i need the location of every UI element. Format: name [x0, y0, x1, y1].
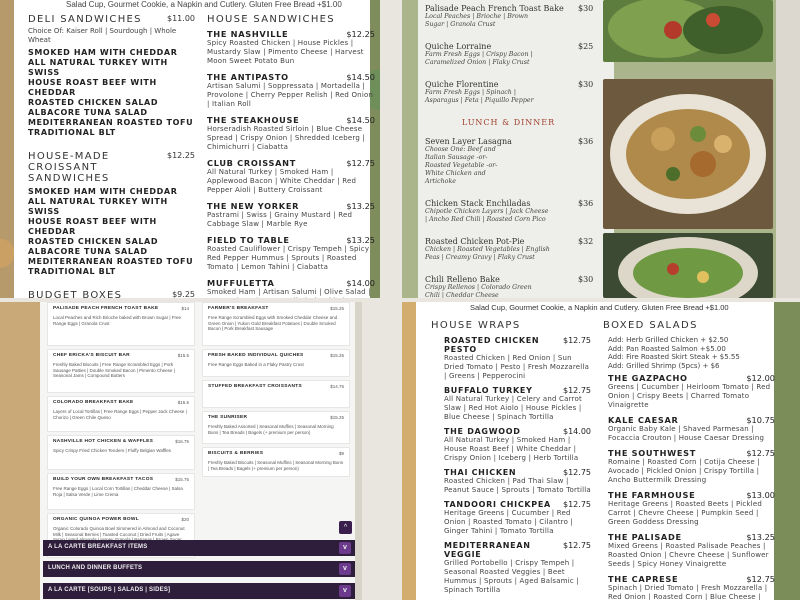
dish-price: $13.25	[346, 201, 375, 211]
chevron-down-icon[interactable]: v	[339, 563, 351, 575]
menu-top-note: Salad Cup, Gourmet Cookie, a Napkin and Cutlery. Gluten Free Bread +$1.00	[66, 0, 342, 9]
dish-price: $25	[578, 42, 594, 51]
menu-dish	[431, 541, 591, 595]
list-item: MEDITERRANEAN ROASTED TOFU	[28, 257, 194, 266]
menu-dish	[425, 42, 592, 67]
list-item: ROASTED CHICKEN SALAD	[28, 98, 159, 107]
dish-name: THE FARMHOUSE	[608, 490, 696, 500]
dish-description: Organic Baby Kale | Shaved Parmesan | Focaccia Crouton | House Caesar Dressing	[608, 425, 765, 442]
dish-description: Heritage Greens | Cucumber | Red Onion | Roasted Tomato | Cilantro | Ginger Tahini | Tomato Tortilla	[444, 509, 574, 535]
dish-description: Chipotle Chicken Layers | Jack Cheese | Ancho Red Chili | Roasted Corn Pico	[425, 208, 549, 223]
list-item: TRADITIONAL BLT	[28, 267, 116, 276]
card-title: ORGANIC QUINOA POWER BOWL	[53, 517, 139, 522]
page-sidebar	[776, 0, 800, 298]
dish-price: $14.00	[563, 427, 591, 436]
dish-price: $30	[578, 275, 594, 284]
dish-name: THE ANTIPASTO	[207, 72, 289, 82]
salads-column	[603, 320, 775, 600]
dish-description: Spinach | Dried Tomato | Fresh Mozzarella | Red Onion | Roasted Corn | Blue Cheese |	[608, 584, 768, 600]
section-title: BUDGET BOXES	[28, 290, 123, 298]
menu-dish	[425, 4, 592, 29]
card-description: Local Peaches and Rich Brioche baked with Brown Sugar | Free Range Eggs | Granola Crust	[53, 315, 181, 326]
menu-dish	[603, 490, 775, 527]
dish-name: CLUB CROISSANT	[207, 158, 296, 168]
card-price: $15.5	[177, 353, 189, 358]
card-title: STUFFED BREAKFAST CROISSANTS	[208, 384, 302, 389]
chevron-down-icon[interactable]: v	[339, 585, 351, 597]
dish-price: $14.50	[346, 72, 375, 82]
dish-price: $13.25	[746, 532, 775, 542]
dish-description: Roasted Cauliflower | Crispy Tempeh | Spicy Red Pepper Hummus | Sprouts | Roasted Tomato | Lemon Tahini | Ciabatta	[207, 245, 370, 271]
section-title: HOUSE SANDWICHES	[207, 14, 335, 25]
card-price: $15.25	[330, 306, 344, 311]
menu-panel-sandwiches	[0, 0, 380, 298]
dish-name: ROASTED CHICKEN PESTO	[444, 336, 540, 354]
card-price: $15.5	[177, 400, 189, 405]
card-title: THE SUNRISER	[208, 415, 248, 420]
dish-description: Roasted Chicken | Red Onion | Sun Dried Tomato | Pesto | Fresh Mozzarella | Greens | Pepperocini	[444, 354, 590, 380]
food-photo	[603, 233, 773, 298]
dish-name: FIELD TO TABLE	[207, 235, 290, 245]
card-price: $20	[181, 517, 189, 522]
dish-name: MUFFULETTA	[207, 278, 275, 288]
scroll-to-top-button[interactable]: ^	[339, 521, 352, 534]
dish-name: TANDOORI CHICKPEA	[444, 500, 551, 509]
dish-name: MEDITERRANEAN VEGGIE	[444, 541, 531, 559]
menu-dish	[207, 29, 375, 66]
dish-description: Choose One: Beef and Italian Sausage -or- Roasted Vegetable -or- White Chicken and Artichoke	[425, 146, 498, 185]
menu-dish	[425, 137, 592, 186]
menu-card[interactable]	[47, 349, 195, 393]
section-title: LUNCH & DINNER	[461, 118, 556, 127]
section-title: HOUSE-MADE CROISSANT SANDWICHES	[28, 151, 110, 184]
dish-description: Chicken | Roasted Vegetables | English Peas | Creamy Gravy | Flaky Crust	[425, 246, 550, 261]
menu-dish	[603, 574, 775, 600]
food-photo	[603, 0, 773, 62]
card-title: BUILD YOUR OWN BREAKFAST TACOS	[53, 477, 154, 482]
menu-dish	[431, 468, 591, 495]
dish-description: Artisan Salumi | Soppressata | Mortadella | Provolone | Cherry Pepper Relish | Red Onion | Italian Roll	[207, 82, 374, 108]
section-title: HOUSE WRAPS	[431, 320, 521, 331]
menu-dish	[431, 427, 591, 463]
card-title: FARMER'S BREAKFAST	[208, 306, 269, 311]
card-price: $15.75	[175, 477, 189, 482]
menu-dish	[425, 199, 592, 224]
dish-name: THAI CHICKEN	[444, 468, 517, 477]
menu-dish	[425, 80, 592, 105]
menu-card[interactable]	[202, 349, 350, 377]
dish-description: Crispy Rellenos | Colorado Green Chili | Cheddar Cheese	[425, 284, 532, 298]
list-item: ALBACORE TUNA SALAD	[28, 108, 148, 117]
card-description: Freshly Baked Biscuits | Free Range Scrambled Eggs | Pork Sausage Patties | Double Smoked Bacon | Pimento Cheese | Seasonal Jams | Compound Butters	[53, 362, 175, 378]
list-item: ALL NATURAL TURKEY WITH SWISS	[28, 58, 168, 77]
section-price: $12.25	[167, 151, 195, 160]
section-price: $9.25	[172, 290, 195, 298]
dish-price: $12.75	[746, 574, 775, 584]
menu-dish	[603, 532, 775, 569]
dish-price: $32	[578, 237, 594, 246]
list-item: ALL NATURAL TURKEY WITH SWISS	[28, 197, 168, 216]
card-price: $9	[338, 451, 344, 456]
menu-card[interactable]	[202, 411, 350, 444]
dish-description: Farm Fresh Eggs | Crispy Bacon | Caramelized Onion | Flaky Crust	[425, 51, 533, 66]
dish-price: $12.25	[346, 29, 375, 39]
dish-description: Spicy Roasted Chicken | House Pickles | Mustardy Slaw | Pimento Cheese | Harvest Moon Sweet Potato Bun	[207, 39, 364, 65]
accordion-label: A LA CARTE BREAKFAST ITEMS	[48, 544, 148, 550]
dish-price: $12.75	[563, 386, 591, 395]
menu-card[interactable]	[47, 473, 195, 510]
dish-name: THE CAPRESE	[608, 574, 679, 584]
menu-card[interactable]	[202, 447, 350, 477]
card-title: PALISADE PEACH FRENCH TOAST BAKE	[53, 306, 159, 311]
dish-price: $12.00	[746, 373, 775, 383]
card-description: Organic Colorado Quinoa Bowl Simmered in Almond and Coconut Milk | Seasonal Berries | Toasted Coconut | Dried Fruits | Agave	[53, 526, 185, 537]
dish-description: Local Peaches | Brioche | Brown Sugar | Granola Crust	[425, 13, 529, 28]
add-on-line: Add: Fire Roasted Skirt Steak + $5.55	[608, 353, 740, 361]
dish-description: Smoked Ham | Artisan Salumi | Olive Salad |	[207, 288, 371, 296]
menu-dish	[207, 158, 375, 195]
dish-price: $12.75	[563, 468, 591, 477]
dish-description: Roasted Chicken | Pad Thai Slaw | Peanut Sauce | Sprouts | Tomato Tortilla	[444, 477, 591, 494]
card-title: BISCUITS & BERRIES	[208, 451, 264, 456]
menu-dish	[207, 235, 375, 272]
dish-description: Romaine | Roasted Corn | Cotija Cheese | Avocado | Pickled Onion | Crispy Tortilla | Ancho Buttermilk Dressing	[608, 458, 760, 484]
dish-name: Quiche Lorraine	[425, 42, 492, 51]
dish-description: Mixed Greens | Roasted Palisade Peaches | Roasted Onion | Chevre Cheese | Sunflower Seeds | Spicy Honey Vinaigrette	[608, 542, 769, 568]
dish-name: Roasted Chicken Pot-Pie	[425, 237, 525, 246]
menu-dish	[207, 278, 375, 298]
dish-description: Horseradish Roasted Sirloin | Blue Cheese Spread | Crispy Onion | Shredded Iceberg | Chimichurri | Ciabatta	[207, 125, 365, 151]
dish-price: $13.00	[746, 490, 775, 500]
budget-section	[28, 290, 195, 298]
dish-price: $13.25	[346, 235, 375, 245]
dish-price: $12.75	[563, 500, 591, 509]
dish-description: Pastrami | Swiss | Grainy Mustard | Red Cabbage Slaw | Marble Rye	[207, 211, 353, 228]
dish-price: $14.50	[346, 115, 375, 125]
dish-name: THE DAGWOOD	[444, 427, 521, 436]
menu-card[interactable]	[202, 302, 350, 346]
menu-dish	[431, 336, 591, 381]
card-description: Spicy Crispy Fried Chicken Tenders | Fluffy Belgian Waffles	[53, 448, 172, 453]
card-description: Free Range Eggs Baked in a Flaky Pastry Crust	[208, 362, 304, 367]
dish-name: THE NASHVILLE	[207, 29, 289, 39]
dish-name: Chili Relleno Bake	[425, 275, 500, 284]
dish-name: THE SOUTHWEST	[608, 448, 697, 458]
accordion-lunch-dinner[interactable]	[43, 561, 355, 577]
dish-description: All Natural Turkey | Smoked Ham | Applewood Bacon | White Cheddar | Red Pepper Aioli | Buttery Croissant	[207, 168, 357, 194]
card-price: $15.25	[330, 415, 344, 420]
menu-dish	[431, 386, 591, 422]
food-photo	[603, 79, 773, 229]
card-price: $14	[181, 306, 189, 311]
section-title: DELI SANDWICHES	[28, 14, 142, 25]
card-price: $16.75	[175, 439, 189, 444]
dish-price: $14.00	[346, 278, 375, 288]
accordion-label: LUNCH AND DINNER BUFFETS	[48, 565, 143, 571]
dish-description: Greens | Cucumber | Heirloom Tomato | Red Onion | Crispy Beets | Charred Tomato Vinaigrette	[608, 383, 771, 409]
catering-page-panel	[0, 302, 362, 600]
menu-dish	[207, 72, 375, 109]
list-item: SMOKED HAM WITH CHEDDAR	[28, 187, 178, 196]
dish-price: $12.75	[746, 448, 775, 458]
dish-price: $30	[578, 80, 594, 89]
dish-description: Grilled Portobello | Crispy Tempeh | Seasonal Roasted Veggies | Beet Hummus | Sprouts | Aged Balsamic | Spinach Tortilla	[444, 559, 579, 594]
list-item: HOUSE ROAST BEEF WITH CHEDDAR	[28, 217, 157, 236]
menu-top-note: Salad Cup, Gourmet Cookie, a Napkin and Cutlery. Gluten Free Bread +$1.00	[470, 303, 729, 312]
menu-panel-wraps-salads	[402, 302, 800, 600]
menu-dish	[603, 448, 775, 485]
menu-card[interactable]	[202, 380, 350, 408]
card-title: NASHVILLE HOT CHICKEN & WAFFLES	[53, 439, 154, 444]
menu-sheet	[418, 0, 596, 298]
wraps-column	[431, 320, 591, 600]
menu-card[interactable]	[47, 396, 195, 432]
card-price: $15.25	[330, 353, 344, 358]
list-item: ROASTED CHICKEN SALAD	[28, 237, 159, 246]
list-item: ALBACORE TUNA SALAD	[28, 247, 148, 256]
dish-name: Quiche Florentine	[425, 80, 499, 89]
dish-name: Seven Layer Lasagna	[425, 137, 512, 146]
menu-dish	[431, 500, 591, 536]
menu-dish	[425, 275, 592, 298]
dish-name: KALE CAESAR	[608, 415, 679, 425]
accordion-breakfast-items[interactable]	[43, 540, 355, 556]
dish-price: $12.75	[563, 541, 591, 550]
dish-price: $12.75	[346, 158, 375, 168]
menu-dish	[603, 373, 775, 410]
dish-name: Chicken Stack Enchiladas	[425, 199, 531, 208]
add-on-line: Add: Grilled Shrimp (5pcs) + $6	[608, 361, 720, 370]
card-description: Freshly Baked Biscuits | Seasonal Muffins | Seasonal Morning Buns | Tea Breads | Bagels (+ premium per person)	[208, 460, 344, 471]
menu-card[interactable]	[47, 435, 195, 470]
menu-dish	[207, 115, 375, 152]
menu-dish	[603, 415, 775, 443]
dish-name: THE NEW YORKER	[207, 201, 300, 211]
deli-section	[28, 14, 195, 138]
dish-price: $12.75	[563, 336, 591, 345]
dish-name: THE GAZPACHO	[608, 373, 688, 383]
card-title: CHEF ERICKA'S BISCUIT BAR	[53, 353, 130, 358]
menu-dish	[425, 237, 592, 262]
dish-description: All Natural Turkey | Smoked Ham | House Roast Beef | White Cheddar | Crispy Onion | Iceberg | Herb Tortilla	[444, 436, 579, 462]
card-title: COLORADO BREAKFAST BAKE	[53, 400, 134, 405]
croissant-section	[28, 151, 195, 277]
add-on-line: Add: Pan Roasted Salmon +$5.00	[608, 344, 726, 353]
card-description: Free Range Scrambled Eggs with Smoked Cheddar Cheese and Green Onion | Yukon Gold Breakfast Potatoes | Double Smoked Bacon | Pork Breakfast Sausage	[208, 315, 338, 331]
chevron-down-icon[interactable]: v	[339, 542, 351, 554]
section-title: BOXED SALADS	[603, 320, 698, 331]
card-description: Freshly Baked Assorted | Seasonal Muffins | Seasonal Morning Buns | Tea Breads | Bagels (+ premium per person)	[208, 424, 334, 435]
menu-panel-entrees	[402, 0, 800, 298]
menu-card[interactable]	[47, 302, 195, 346]
dish-price: $10.75	[746, 415, 775, 425]
dish-description: All Natural Turkey | Celery and Carrot Slaw | Red Hot Aiolo | House Pickles | Blue Cheese | Spinach Tortilla	[444, 395, 582, 421]
menu-dish	[207, 201, 375, 229]
add-on-line: Add: Herb Grilled Chicken + $2.50	[608, 336, 729, 344]
card-description: Layers of Local Tortillas | Free Range Eggs | Pepper Jack Cheese | Chorizo | Green Chile Queso	[53, 409, 187, 420]
card-title: FRESH BAKED INDIVIDUAL QUICHES	[208, 353, 304, 358]
dish-description: Heritage Greens | Roasted Beets | Pickled Carrot | Chevre Cheese | Pumpkin Seed | Green Goddess Dressing	[608, 500, 762, 526]
dish-description: Farm Fresh Eggs | Spinach | Asparagus | Feta | Piquillo Pepper	[425, 89, 534, 104]
card-price: $14.75	[330, 384, 344, 389]
dish-price: $36	[578, 137, 594, 146]
section-price: $11.00	[167, 14, 195, 23]
dish-price: $36	[578, 199, 594, 208]
list-item: SMOKED HAM WITH CHEDDAR	[28, 48, 178, 57]
list-item: HOUSE ROAST BEEF WITH CHEDDAR	[28, 78, 157, 97]
list-item: MEDITERRANEAN ROASTED TOFU	[28, 118, 194, 127]
card-description: Free Range Eggs | Local Corn Tortillas | Cheddar Cheese | Salsa Roja | Salsa Verde | Lime Crema	[53, 486, 183, 497]
left-column	[28, 14, 195, 298]
list-item: TRADITIONAL BLT	[28, 128, 116, 137]
dish-name: Palisade Peach French Toast Bake	[425, 4, 564, 13]
accordion-label: A LA CARTE [SOUPS | SALADS | SIDES]	[48, 587, 171, 593]
right-column	[207, 14, 375, 298]
dish-name: THE STEAKHOUSE	[207, 115, 300, 125]
accordion-soups-salads-sides[interactable]	[43, 583, 355, 599]
dish-price: $30	[578, 4, 594, 13]
dish-name: THE PALISADE	[608, 532, 682, 542]
dish-name: BUFFALO TURKEY	[444, 386, 533, 395]
section-subtitle: Choice Of: Kaiser Roll | Sourdough | Whole Wheat	[28, 27, 177, 44]
